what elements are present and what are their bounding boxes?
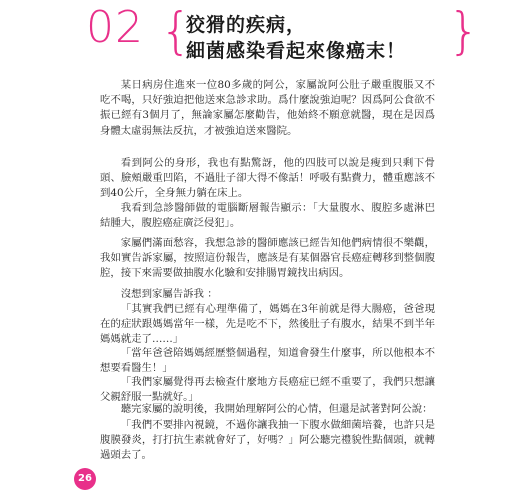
paragraph-text: 沒想到家屬告訴我 ：: [120, 288, 218, 300]
quote-text: 「其實我們已經有心理準備了，媽媽在3年前就是得大腸癌，爸爸現在的症狀跟媽媽當年一樣，先是吃不下，然後肚子有腹水，結果不到半年媽媽就走了……」: [100, 303, 435, 346]
paragraph-text: 聽完家屬的說明後，我開始理解阿公的心情，但還是試著對阿公說：: [120, 403, 433, 415]
paragraph-text: 家屬們滿面愁容，我想急診的醫師應該已經告知他們病情很不樂觀，我如實告訴家屬，按照這份報告，應該是有某個器官長癌症轉移到整個腹腔，接下來需要做抽腹水化驗和安排腸胃鏡找出病因。: [100, 237, 435, 280]
quote-4: [100, 418, 435, 464]
paragraph-3: [100, 201, 435, 231]
chapter-title-line-2: 細菌感染看起來像癌末！: [186, 40, 407, 62]
paragraph-1: [100, 78, 435, 139]
paragraph-text: 我看到急診醫師做的電腦斷層報告顯示：「大量腹水、腹腔多處淋巴結腫大，腹腔癌症廣泛侵犯」。: [100, 202, 435, 230]
chapter-title-line-1: 狡猾的疾病，: [186, 14, 307, 36]
quote-text: 「我們不要排內視鏡，不過你讓我抽一下腹水做細菌培養，也許只是腹膜發炎，打打抗生素就會好了，好嗎？」阿公聽完禮貌性點個頭，就轉過頭去了。: [100, 419, 435, 462]
quote-2: [100, 346, 435, 376]
quote-text: 「當年爸爸陪媽媽經歷整個過程，知道會發生什麼事，所以他根本不想要看醫生！」: [100, 347, 435, 375]
paragraph-6: [100, 402, 435, 417]
chapter-header: [86, 2, 480, 62]
quote-1: [100, 302, 435, 348]
page-number-badge: 26: [74, 468, 96, 490]
right-brace-decoration: }: [448, 2, 480, 60]
paragraph-4: [100, 236, 435, 282]
quote-3: [100, 375, 435, 405]
paragraph-text: 看到阿公的身形，我也有點驚訝，他的四肢可以說是瘦到只剩下骨頭、臉頰嚴重凹陷，不過肚子卻大得不像話！呼吸有點費力，體重應該不到40公斤，全身無力躺在床上。: [100, 157, 435, 200]
paragraph-5: [100, 287, 435, 302]
paragraph-text: 某日病房住進來一位80多歲的阿公，家屬說阿公肚子嚴重腹脹又不吃不喝，只好強迫把他送來急診求助。爲什麼說強迫呢？因爲阿公食欲不振已經有3個月了，無論家屬怎麼勸告，他始終不願意就醫，現在是因爲身體太虛弱無法反抗，才被強迫送來醫院。: [100, 79, 435, 137]
chapter-number: 02: [86, 2, 144, 53]
left-brace-decoration: {: [160, 2, 192, 60]
paragraph-2: [100, 156, 435, 202]
quote-text: 「我們家屬覺得再去檢查什麼地方長癌症已經不重要了，我們只想讓父親舒服一點就好。」: [100, 376, 435, 404]
